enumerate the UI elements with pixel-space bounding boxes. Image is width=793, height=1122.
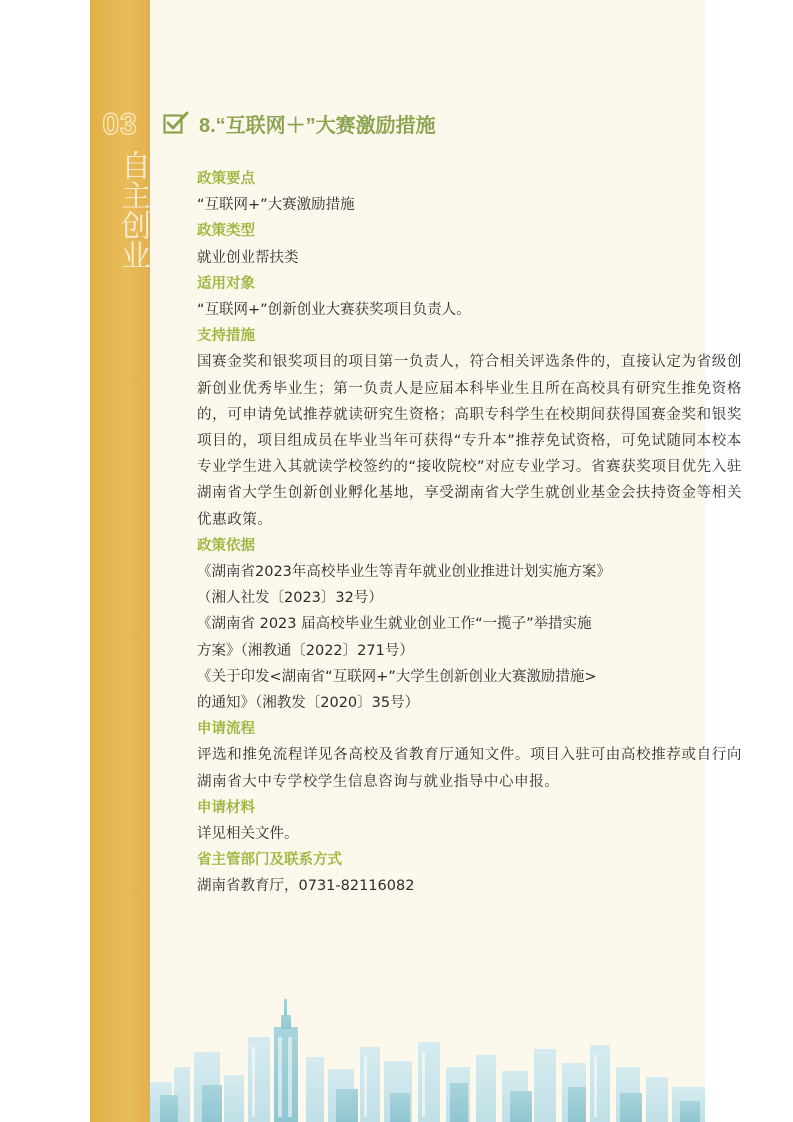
heading-materials: 申请材料 — [197, 799, 255, 816]
section-number: 03 — [102, 108, 138, 141]
basis-references — [197, 559, 742, 716]
policy-type-text: 就业创业帮扶类 — [197, 249, 299, 266]
target-text: “互联网+”创新创业大赛获奖项目负责人。 — [197, 301, 471, 318]
heading-contact: 省主管部门及联系方式 — [197, 852, 342, 869]
document-page — [90, 0, 742, 1122]
policy-content — [197, 166, 742, 900]
basis-line: 方案》（湘教通〔2022〕271号） — [197, 642, 414, 659]
heading-support: 支持措施 — [197, 328, 255, 345]
basis-line: 《湖南省 2023 届高校毕业生就业创业工作“一揽子”举措实施 — [197, 616, 592, 633]
checkbox-checked-icon — [163, 111, 189, 135]
section-header — [163, 106, 436, 140]
heading-process: 申请流程 — [197, 721, 255, 738]
basis-line: 《湖南省2023年高校毕业生等青年就业创业推进计划实施方案》 — [197, 563, 611, 580]
basis-line: 《关于印发<湖南省“互联网+”大学生创新创业大赛激励措施> — [197, 668, 597, 685]
heading-target: 适用对象 — [197, 275, 255, 292]
contact-text: 湖南省教育厅，0731-82116082 — [197, 878, 415, 895]
heading-policy-type: 政策类型 — [197, 223, 255, 240]
process-text: 评选和推免流程详见各高校及省教育厅通知文件。项目入驻可由高校推荐或自行向湖南省大中专学校学生信息咨询与就业指导中心申报。 — [197, 747, 742, 790]
heading-policy-points: 政策要点 — [197, 171, 255, 187]
basis-line: （湘人社发〔2023〕32号） — [197, 590, 383, 607]
chapter-sidebar — [90, 0, 150, 1122]
heading-basis: 政策依据 — [197, 537, 255, 554]
page-title: 8.“互联网＋”大赛激励措施 — [199, 114, 436, 137]
section-label: 自主创业 — [115, 150, 150, 270]
materials-text: 详见相关文件。 — [197, 825, 299, 842]
city-skyline-illustration — [150, 997, 705, 1122]
basis-line: 的通知》（湘教发〔2020〕35号） — [197, 694, 420, 711]
support-text: 国赛金奖和银奖项目的项目第一负责人，符合相关评选条件的，直接认定为省级创新创业优秀毕业生；第一负责人是应届本科毕业生且所在高校具有研究生推免资格的，可申请免试推荐就读研究生资格；高职专科学生在校期间获得国赛金奖和银奖项目的，项目组成员在毕业当年可获得“专升本”推荐免试资格，可免试随同本校本专业学生进入其就读学校签约的“接收院校”对应专业学习。省赛获奖项目优先入驻湖南省大学生创新创业孵化基地，享受湖南省大学生就创业基金会扶持资金等相关优惠政策。 — [197, 354, 742, 528]
policy-points-text: “互联网+”大赛激励措施 — [197, 197, 355, 214]
